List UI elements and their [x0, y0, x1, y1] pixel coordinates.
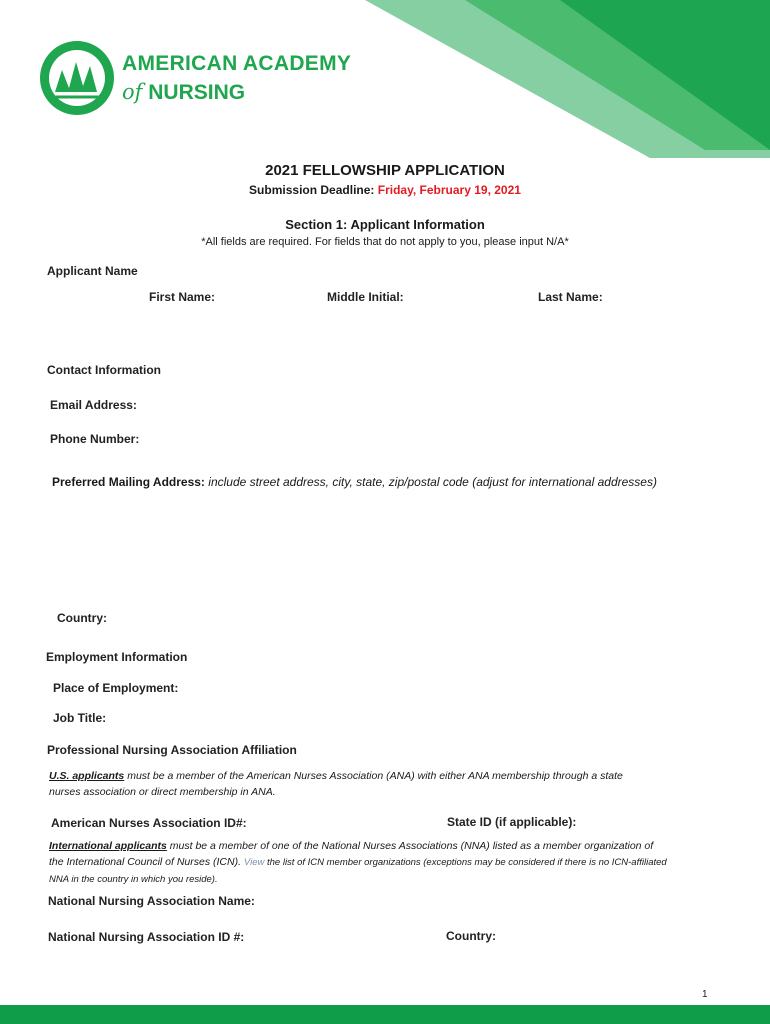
intl-applicants-text-3: the list of ICN member organizations (exceptions may be considered if there is no ICN-affiliated — [264, 857, 667, 868]
icn-list-link[interactable]: View — [243, 857, 265, 868]
contact-heading: Contact Information — [47, 363, 161, 377]
us-applicants-text-1: must be a member of the American Nurses Association (ANA) with either ANA membership through a state — [124, 770, 623, 782]
country-label: Country: — [57, 611, 107, 625]
email-label: Email Address: — [50, 398, 137, 412]
logo-emblem-icon — [40, 41, 114, 115]
intl-applicants-label: International applicants — [49, 840, 167, 852]
section-title: Section 1: Applicant Information — [285, 217, 485, 232]
employment-heading: Employment Information — [46, 650, 188, 664]
deadline-label: Submission Deadline: — [249, 183, 375, 197]
nna-name-label: National Nursing Association Name: — [48, 894, 255, 908]
place-of-employment-label: Place of Employment: — [53, 681, 179, 695]
state-id-label: State ID (if applicable): — [447, 815, 577, 829]
mailing-address-line — [52, 475, 657, 489]
nna-id-label: National Nursing Association ID #: — [48, 930, 245, 944]
nna-country-label: Country: — [446, 929, 496, 943]
applicant-name-heading: Applicant Name — [47, 264, 138, 278]
logo-text-line1: AMERICAN ACADEMY — [122, 52, 352, 75]
middle-initial-label: Middle Initial: — [327, 290, 404, 304]
us-applicants-text-2: nurses association or direct membership in ANA. — [49, 786, 276, 798]
intl-applicants-text-2: the International Council of Nurses (ICN). — [49, 856, 241, 868]
mailing-address-hint: include street address, city, state, zip/postal code (adjust for international addresses) — [208, 475, 657, 489]
intl-applicants-text — [49, 838, 667, 888]
first-name-label: First Name: — [149, 290, 216, 304]
header-graphics — [0, 0, 770, 160]
job-title-label: Job Title: — [53, 711, 107, 725]
footer-bar — [0, 1005, 770, 1024]
logo-text-line2 — [122, 80, 245, 105]
last-name-label: Last Name: — [538, 290, 603, 304]
submission-deadline — [0, 183, 770, 197]
logo-text-nursing: NURSING — [148, 81, 246, 104]
page-title: 2021 FELLOWSHIP APPLICATION — [265, 162, 505, 179]
intl-applicants-text-4: NNA in the country in which you reside). — [49, 874, 218, 885]
us-applicants-text — [49, 768, 623, 800]
section-note: *All fields are required. For fields that do not apply to you, please input N/A* — [201, 236, 569, 248]
affiliation-heading: Professional Nursing Association Affiliation — [47, 743, 297, 757]
deadline-value: Friday, February 19, 2021 — [377, 183, 521, 197]
logo-text-of: of — [122, 80, 143, 104]
us-applicants-label: U.S. applicants — [49, 770, 125, 782]
mailing-address-label: Preferred Mailing Address: — [52, 475, 205, 489]
phone-label: Phone Number: — [50, 432, 140, 446]
ana-id-label: American Nurses Association ID#: — [51, 816, 247, 830]
page-number: 1 — [702, 989, 708, 1000]
intl-applicants-text-1: must be a member of one of the National Nurses Associations (NNA) listed as a member organization of — [166, 840, 654, 852]
